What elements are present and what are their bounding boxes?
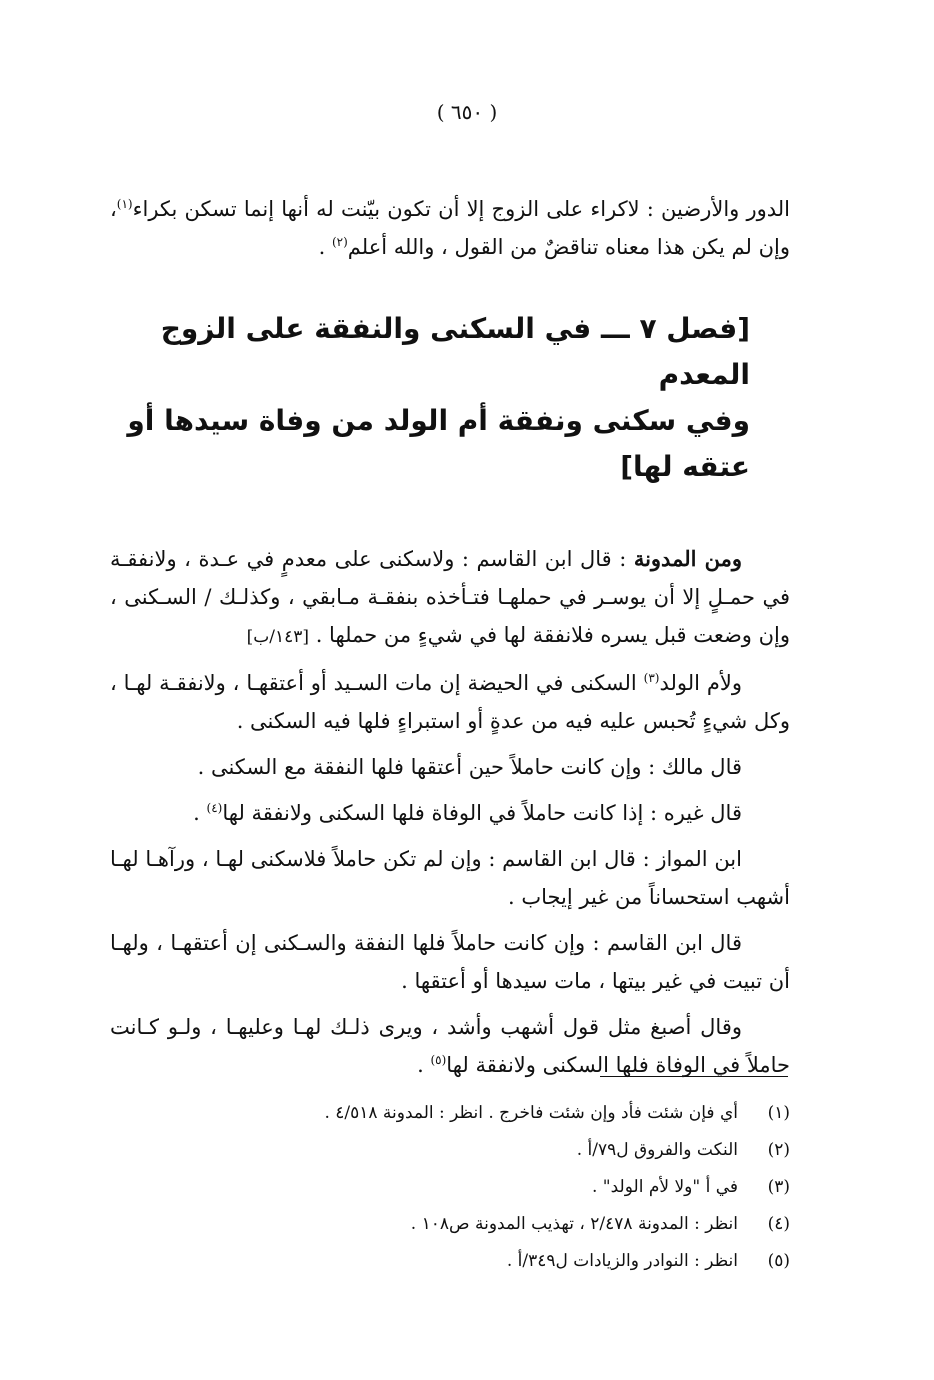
footnote-number: (٤)	[767, 1214, 790, 1234]
margin-reference: [١٤٣/ب]	[246, 627, 310, 647]
footnote-item	[110, 1169, 790, 1206]
intro-line-1: الدور والأرضين : لاكراء على الزوج إلا أن تكون بيّنت له أنها إنما تسكن بكراء	[132, 197, 790, 221]
footnote-number: (٣)	[767, 1177, 790, 1197]
footnote-ref-3[interactable]: (٣)	[643, 671, 660, 685]
footnote-ref-2[interactable]: (٢)	[331, 235, 348, 249]
paragraph-4: قال غيره : إذا كانت حاملاً في الوفاة فلها السكنى ولانفقة لها$^{(٤)}$ .	[193, 801, 742, 825]
footnote-text: انظر : النوادر والزيادات ل٣٤٩/أ .	[506, 1251, 738, 1271]
paragraph-5: ابن المواز : قال ابن القاسم : وإن لم تكن حاملاً فلاسكنى لهـا ، ورآهـا لهـا أشهب استحساناً من غير إيجاب .	[110, 847, 790, 909]
paragraph-1	[110, 540, 790, 656]
section-title-line-2: وفي سكنى ونفقة أم الولد من وفاة سيدها أو عتقه لها]	[127, 404, 750, 483]
section-title-line-1: [فصل ٧ ـــ في السكنى والنفقة على الزوج المعدم	[160, 312, 750, 391]
footnote-item	[110, 1243, 790, 1280]
footnote-ref-1[interactable]: (١)	[116, 197, 133, 211]
footnote-divider	[600, 1076, 788, 1077]
footnote-item	[110, 1095, 790, 1132]
footnote-ref-4[interactable]: (٤)	[206, 801, 223, 815]
footnote-text: في أ "ولا لأم الولد" .	[592, 1177, 738, 1197]
footnote-text: أي فإن شئت فأد وإن شئت فاخرج . انظر : المدونة ٤/٥١٨ .	[324, 1103, 738, 1123]
paragraph-3: قال مالك : وإن كانت حاملاً حين أعتقها فلها النفقة مع السكنى .	[197, 755, 742, 779]
footnote-ref-5[interactable]: (٥)	[430, 1053, 447, 1067]
paragraph-6: قال ابن القاسم : وإن كانت حاملاً فلها النفقة والسـكنى إن أعتقهـا ، ولهـا أن تبيت في غير بيتها ، مات سيدها أو أعتقها .	[110, 931, 790, 993]
page-number: ( ٦٥٠ )	[436, 100, 498, 124]
paragraph-1-lead: ومن المدونة	[633, 546, 742, 571]
paragraph-7: وقال أصبغ مثل قول أشهب وأشد ، ويرى ذلـك لهـا وعليهـا ، ولـو كـانت حاملاً في الوفاة فلها السكنى ولانفقة لها$^{(٥)}$ .	[110, 1015, 790, 1077]
section-title	[110, 306, 790, 490]
intro-paragraph: الدور والأرضين : لاكراء على الزوج إلا أن تكون بيّنت له أنها إنما تسكن بكراء$^{(١)}$، وإن لم يكن هذا معناه تناقضٌ من القول ، والله أعلم$^{(٢)}$ .	[110, 197, 790, 259]
footnote-item	[110, 1132, 790, 1169]
footnote-item	[110, 1206, 790, 1243]
paragraph-1-text: : قال ابن القاسم : ولاسكنى على معدمٍ في عـدة ، ولانفقـة في حمـلٍ إلا أن يوسـر في حملهـا فتـأخذه بنفقـة مـابقي ، وكذلـك / السـكنى ، وإن وضعت قبل يسره فلانفقة لها في شيءٍ من حملها .	[110, 547, 790, 647]
page-content	[110, 190, 790, 1084]
footnote-text: النكت والفروق ل٧٩/أ .	[576, 1140, 738, 1160]
footnote-number: (٢)	[767, 1140, 790, 1160]
footnote-text: انظر : المدونة ٢/٤٧٨ ، تهذيب المدونة ص١٠٨ .	[410, 1214, 738, 1234]
footnotes	[110, 1095, 790, 1280]
intro-line-2: ، وإن لم يكن هذا معناه تناقضٌ من القول ، والله أعلم	[110, 197, 790, 259]
footnote-number: (١)	[767, 1103, 790, 1123]
footnote-number: (٥)	[767, 1251, 790, 1271]
paragraph-2: ولأم الولد$^{(٣)}$ السكنى في الحيضة إن مات السـيد أو أعتقهـا ، ولانفقـة لهـا ، وكل شيءٍ تُحبس عليه فيه من عدةٍ أو استبراءٍ فلها فيه السكنى .	[110, 671, 790, 733]
